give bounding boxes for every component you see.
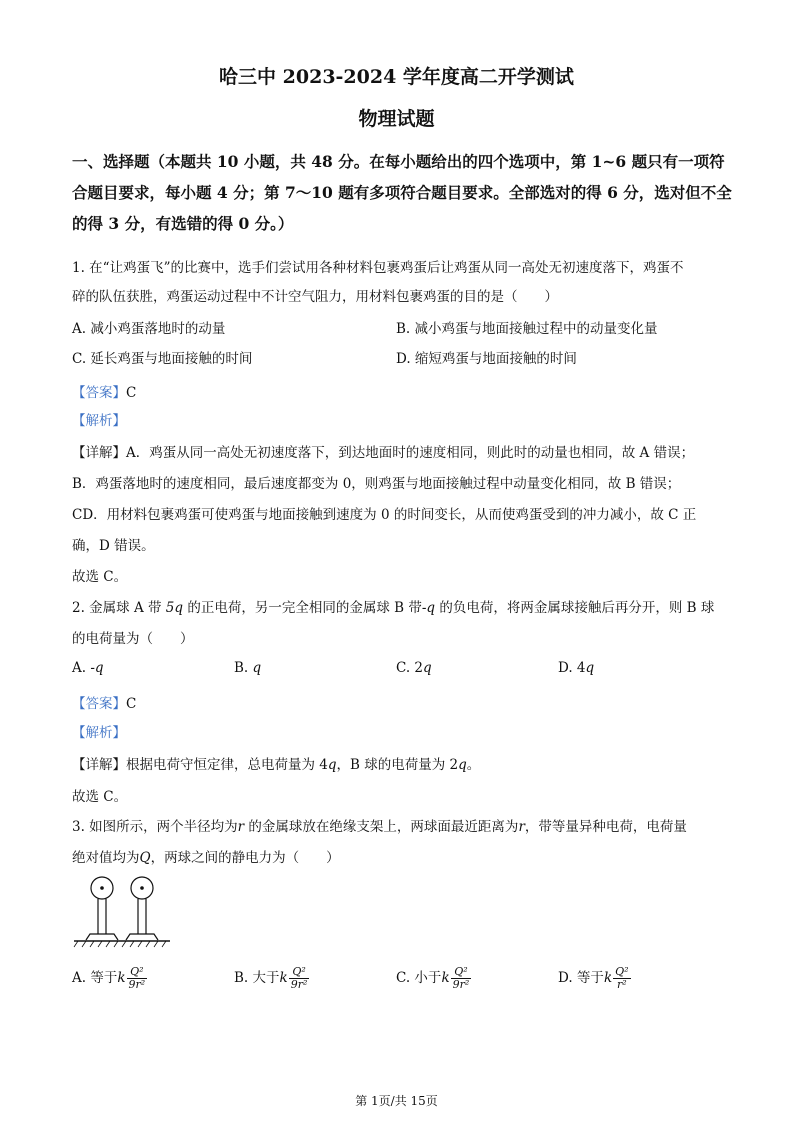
q1-conclusion: 故选 C。 xyxy=(72,569,128,585)
q3-option-a xyxy=(72,966,147,991)
option-value: q xyxy=(252,660,262,676)
fraction-denominator: 9r² xyxy=(128,978,146,991)
q2-option-b xyxy=(234,660,261,676)
fraction-numerator: Q² xyxy=(127,966,148,979)
q1-option-c: C. 延长鸡蛋与地面接触的时间 xyxy=(72,351,253,367)
coulomb-k: k xyxy=(603,970,613,986)
sphere-left-center xyxy=(100,886,104,890)
answer-value: C xyxy=(126,385,137,401)
detail-tag: 【详解】 xyxy=(72,757,126,773)
q3-option-b xyxy=(234,966,309,991)
q1-option-b: B. 减小鸡蛋与地面接触过程中的动量变化量 xyxy=(396,321,658,337)
exam-title: 哈三中 2023-2024 学年度高二开学测试 xyxy=(219,66,574,88)
option-label: D. 4 xyxy=(558,660,586,676)
detail-text: A．鸡蛋从同一高处无初速度落下，到达地面时的速度相同，则此时的动量也相同，故 A 错误； xyxy=(126,445,695,461)
q1-stem-line2: 碎的队伍获胜，鸡蛋运动过程中不计空气阻力，用材料包裹鸡蛋的目的是（ ） xyxy=(72,289,558,305)
two-spheres-figure xyxy=(72,872,172,952)
option-label: C. 小于 xyxy=(396,970,442,986)
q2-stem-line2: 的电荷量为（ ） xyxy=(72,631,194,647)
q3-radius-r: r xyxy=(237,819,245,835)
q3-text-d: 绝对值均为 xyxy=(72,850,140,866)
exam-subtitle: 物理试题 xyxy=(358,108,435,130)
coulomb-k: k xyxy=(279,970,288,986)
q2-option-a xyxy=(72,660,104,676)
base-right xyxy=(126,934,158,940)
option-label: B. 大于 xyxy=(234,970,280,986)
q1-stem-line1: 1. 在“让鸡蛋飞”的比赛中，选手们尝试用各种材料包裹鸡蛋后让鸡蛋从同一高处无初速度落下，鸡蛋不 xyxy=(72,260,684,276)
q2-conclusion: 故选 C。 xyxy=(72,789,128,805)
q2-analysis xyxy=(72,721,732,741)
detail-text-a: 根据电荷守恒定律，总电荷量为 4 xyxy=(126,757,328,773)
answer-tag: 【答案】 xyxy=(72,696,126,712)
option-label: C. 2 xyxy=(396,660,424,676)
q2-text-a: 2. 金属球 A 带 xyxy=(72,600,166,616)
option-value: q xyxy=(423,660,432,676)
q1-detail-line2: B．鸡蛋落地时的速度相同，最后速度都变为 0，则鸡蛋与地面接触过程中动量变化相同，故 B 错误； xyxy=(72,476,681,492)
fraction xyxy=(451,966,472,991)
coulomb-k: k xyxy=(441,970,450,986)
fraction-numerator: Q² xyxy=(615,965,629,978)
q2-charge-5q: 5q xyxy=(165,600,184,616)
q2-charge-neg-q: -q xyxy=(421,600,436,616)
detail-text-b: ，B 球的电荷量为 2 xyxy=(336,757,459,773)
fraction xyxy=(289,966,310,991)
q3-text-c: ，带等量异种电荷，电荷量 xyxy=(524,819,687,835)
detail-text-c: 。 xyxy=(466,757,481,773)
q2-stem-line1 xyxy=(72,596,732,616)
fraction xyxy=(613,966,630,991)
answer-tag: 【答案】 xyxy=(72,385,126,401)
q1-option-d: D. 缩短鸡蛋与地面接触的时间 xyxy=(396,351,577,367)
q3-option-c xyxy=(396,966,471,991)
detail-tag: 【详解】 xyxy=(72,445,126,461)
base-left xyxy=(86,934,118,940)
fraction-numerator: Q² xyxy=(451,966,472,979)
q1-detail-line1 xyxy=(72,441,732,461)
option-label: A. 等于 xyxy=(72,970,118,986)
q2-option-c xyxy=(396,660,432,676)
q3-distance-r: r xyxy=(518,819,525,835)
ground-hatching xyxy=(74,941,166,947)
q1-detail-line4: 确，D 错误。 xyxy=(72,538,155,554)
q2-text-b: 的正电荷，另一完全相同的金属球 B 带 xyxy=(183,600,422,616)
q2-detail xyxy=(72,753,732,773)
fraction-denominator: 9r² xyxy=(452,978,470,991)
fraction xyxy=(127,966,148,991)
q3-stem-line2 xyxy=(72,846,732,866)
q3-charge-Q: Q xyxy=(139,850,151,866)
q1-detail-line3: CD．用材料包裹鸡蛋可使鸡蛋与地面接触到速度为 0 的时间变长，从而使鸡蛋受到的冲力减小，故 C 正 xyxy=(72,507,697,523)
q2-option-d xyxy=(558,660,594,676)
analysis-tag: 【解析】 xyxy=(72,413,126,429)
q1-answer xyxy=(72,381,732,401)
fraction-denominator: 9r² xyxy=(290,978,308,991)
q1-analysis xyxy=(72,409,732,429)
q3-stem-line1 xyxy=(72,815,732,835)
q3-text-a: 3. 如图所示，两个半径均为 xyxy=(72,819,238,835)
option-label: A. xyxy=(72,660,91,676)
coulomb-k: k xyxy=(117,970,126,986)
q2-text-c: 的负电荷，将两金属球接触后再分开，则 B 球 xyxy=(435,600,715,616)
option-label: B. xyxy=(234,660,253,676)
detail-q2: q xyxy=(458,757,467,773)
answer-value: C xyxy=(126,696,137,712)
q2-answer xyxy=(72,692,732,712)
analysis-tag: 【解析】 xyxy=(72,725,126,741)
q3-option-d xyxy=(558,966,631,991)
detail-q1: q xyxy=(327,757,337,773)
section-heading: 一、选择题（本题共 10 小题，共 48 分。在每小题给出的四个选项中，第 1~6 题只有一项符合题目要求，每小题 4 分；第 7～10 题有多项符合题目要求。全部选对的得 6 分，选对但不全的得 3 分，有选错的得 0 分。） xyxy=(72,152,732,233)
page-footer: 第 1页/共 15页 xyxy=(355,1094,438,1108)
option-value: q xyxy=(585,660,595,676)
fraction-denominator: r² xyxy=(617,978,627,991)
option-label: D. 等于 xyxy=(558,970,604,986)
q3-text-e: ，两球之间的静电力为（ ） xyxy=(150,850,340,866)
q3-text-b: 的金属球放在绝缘支架上，两球面最近距离为 xyxy=(244,819,519,835)
option-value: -q xyxy=(90,660,104,676)
fraction-numerator: Q² xyxy=(289,966,310,979)
q1-option-a: A. 减小鸡蛋落地时的动量 xyxy=(72,321,226,337)
sphere-right-center xyxy=(140,886,144,890)
